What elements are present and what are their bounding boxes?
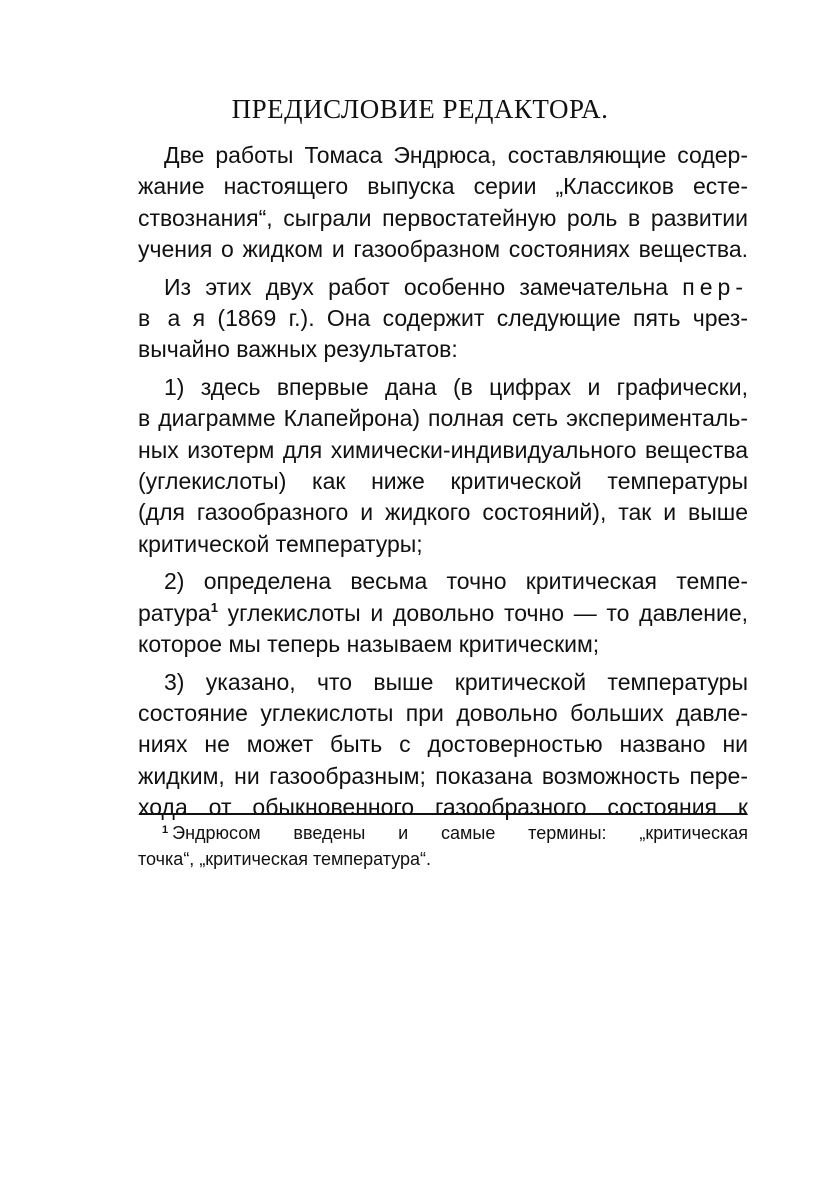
text-line [138, 303, 748, 334]
text-segment: а я (1869 г.). Она содержит следующие пять чрез- [167, 305, 749, 332]
footnote [138, 820, 748, 872]
text-line: Две работы Томаса Эндрюса, составляющие содер- [164, 142, 748, 168]
text-line: 3) указано, что выше критической температуры [164, 668, 748, 695]
paragraph-1 [138, 140, 748, 266]
text-line: 1) здесь впервые дана (в цифрах и графически, [164, 373, 748, 400]
paragraph-3 [138, 372, 748, 560]
text-line [138, 272, 748, 303]
text-line: жание настоящего выпуска серии „Классиков есте- [138, 173, 748, 200]
paragraph-5 [138, 667, 748, 824]
text-line: ствознания“, сыграли первостатейную роль в развитии [138, 204, 748, 231]
spaced-word: пер- [682, 273, 748, 300]
page-title: ПРЕДИСЛОВИЕ РЕДАКТОРА. [231, 94, 609, 124]
text-line: 2) определена весьма точно критическая темпе- [164, 568, 748, 595]
text-line: учения о жидком и газообразном состояниях вещества. [138, 236, 748, 263]
footnote-divider [139, 813, 747, 815]
text-line: критической температуры; [138, 530, 423, 557]
paragraph-2 [138, 272, 748, 366]
footnote-marker: 1 [162, 824, 169, 836]
footnote-line: точка“, „критическая температура“. [138, 849, 432, 869]
text-line: состояние углекислоты при довольно больших давле- [138, 699, 748, 726]
footnote-line [138, 820, 748, 846]
text-line: ных изотерм для химически-индивидуального вещества [138, 436, 748, 463]
text-line: (углекислоты) как ниже критической температуры [138, 468, 748, 495]
text-segment: ратура [138, 599, 211, 626]
text-segment: Эндрюсом введены и самые термины: „критическая [172, 823, 748, 843]
paragraph-4 [138, 566, 748, 660]
text-line: в диаграмме Клапейрона) полная сеть эксперименталь- [138, 405, 748, 432]
text-segment: углекислоты и довольно точно — то давление, [227, 599, 749, 626]
text-line: хода от обыкновенного газообразного состояния к [138, 794, 748, 821]
text-line: (для газообразного и жидкого состояний), так и выше [138, 499, 748, 526]
spaced-word: в [138, 305, 156, 332]
text-segment: Из этих двух работ особенно замечательна [164, 273, 669, 300]
text-line: ниях не может быть с достоверностью названо ни [138, 731, 748, 758]
text-line: жидким, ни газообразным; показана возможность пере- [138, 762, 748, 789]
text-line [138, 598, 748, 629]
footnote-reference: 1 [210, 599, 218, 615]
text-line: которое мы теперь называем критическим; [138, 631, 600, 658]
text-line: вычайно важных результатов: [138, 336, 458, 363]
main-text [138, 140, 748, 824]
